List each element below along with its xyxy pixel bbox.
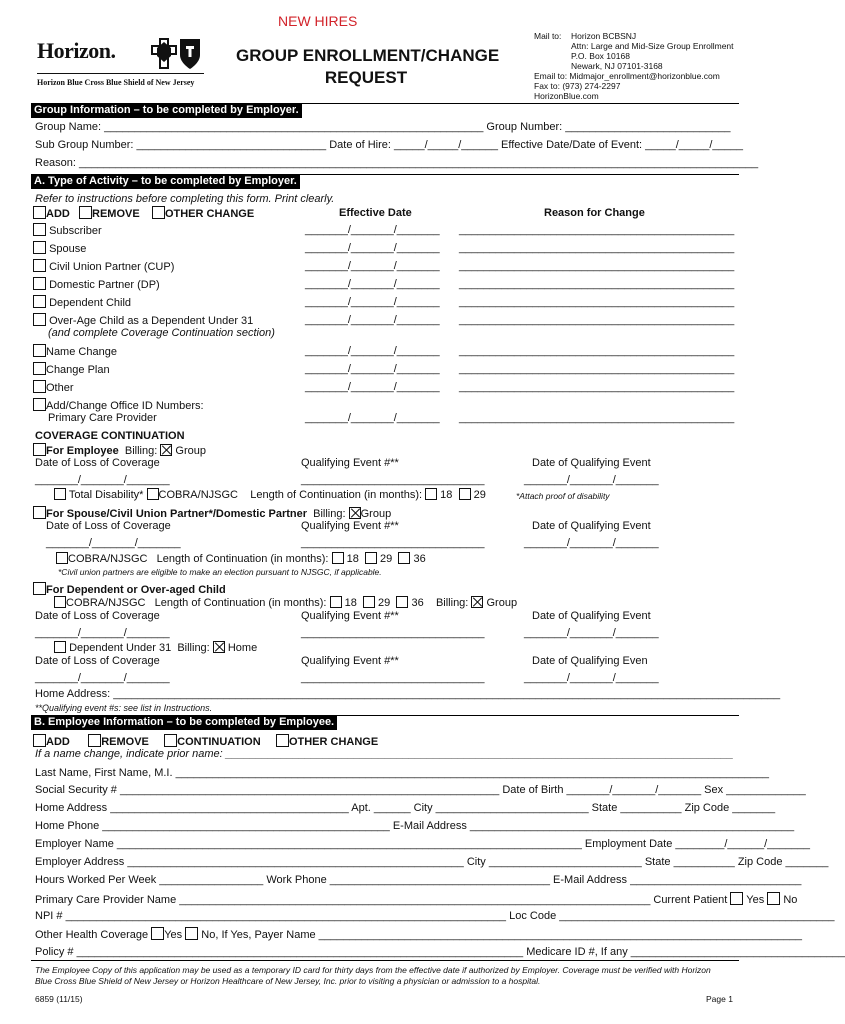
disclaimer-line2: Blue Cross Blue Shield of New Jersey or Horizon Healthcare of New Jersey, Inc. prior to visiting a physician or admission to a hospital. (35, 976, 541, 986)
current-patient-no-checkbox[interactable] (767, 892, 780, 905)
cup-checkbox[interactable] (33, 259, 46, 272)
months-36-label: 36 (411, 597, 424, 609)
date-loss-label: Date of Loss of Coverage (35, 457, 160, 469)
months-18-label: 18 (346, 553, 359, 565)
add-label: ADD (46, 208, 70, 220)
date-qualifying-label: Date of Qualifying Event (532, 457, 651, 469)
spouse-checkbox[interactable] (33, 241, 46, 254)
for-spouse-row (33, 506, 391, 520)
home-address-field[interactable]: Home Address: _____________________________________________________________________________________________________________ (35, 688, 781, 700)
reason-for-change-field[interactable]: _____________________________________________ (459, 242, 735, 254)
office-id-checkbox[interactable] (33, 398, 46, 411)
other-health-yes-checkbox[interactable] (151, 927, 164, 940)
effective-date-field[interactable]: _______/_______/_______ (305, 242, 440, 254)
length-label: Length of Continuation (in months): (154, 597, 327, 609)
qualifying-event-label: Qualifying Event #** (301, 520, 399, 532)
months-29-label: 29 (380, 553, 393, 565)
qualifying-event-field[interactable]: ______________________________ (301, 537, 485, 549)
add-checkbox[interactable] (33, 734, 46, 747)
form-number: 6859 (11/15) (35, 994, 83, 1004)
months-18-label: 18 (440, 489, 453, 501)
no-label: No (783, 894, 798, 906)
activity-label: Name Change (46, 346, 117, 358)
effective-date-field[interactable]: _______/_______/_______ (305, 278, 440, 290)
other-change-checkbox[interactable] (276, 734, 289, 747)
date-loss-label: Date of Loss of Coverage (46, 520, 171, 532)
attach-proof-note: *Attach proof of disability (516, 491, 610, 501)
activity-label: Other (46, 382, 74, 394)
form-title-line1: GROUP ENROLLMENT/CHANGE (236, 46, 500, 65)
other-health-no-checkbox[interactable] (185, 927, 198, 940)
date-qualifying-label: Date of Qualifying Event (532, 520, 651, 532)
effective-date-field[interactable]: _______/_______/_______ (305, 363, 440, 375)
cobra-checkbox[interactable] (56, 552, 68, 564)
form-title-line2: REQUEST (324, 68, 408, 87)
date-qualifying-field[interactable]: _______/_______/_______ (524, 672, 659, 684)
effective-date-field[interactable]: _______/_______/_______ (305, 412, 440, 424)
coverage-continuation-title: COVERAGE CONTINUATION (35, 430, 185, 442)
remove-checkbox[interactable] (79, 206, 92, 219)
last-name-field[interactable]: Last Name, First Name, M.I. _________________________________________________________________________________________________ (35, 767, 769, 779)
subscriber-checkbox[interactable] (33, 223, 46, 236)
policy-field[interactable]: Policy # _________________________________________________________________________ Medicare ID #, If any ___________________________________ (35, 946, 845, 958)
overage-child-checkbox[interactable] (33, 313, 46, 326)
for-dependent-label: For Dependent or Over-aged Child (46, 584, 226, 596)
cup-eligibility-note: *Civil union partners are eligible to make an election pursuant to NJSGC, if applicable. (58, 567, 382, 577)
cobra-checkbox[interactable] (147, 488, 159, 500)
activity-label: Civil Union Partner (CUP) (49, 261, 175, 273)
activity-label: Domestic Partner (DP) (49, 279, 160, 291)
activity-label: Subscriber (49, 225, 102, 237)
reason-for-change-field[interactable]: _____________________________________________ (459, 363, 735, 375)
other-health-row (35, 927, 802, 941)
for-dependent-row (33, 582, 226, 596)
section-a-instructions: Refer to instructions before completing this form. Print clearly. (35, 193, 335, 205)
months-18-checkbox[interactable] (330, 596, 342, 608)
mail-line: Attn: Large and Mid-Size Group Enrollment (571, 41, 734, 51)
mail-line: Newark, NJ 07101-3168 (571, 61, 663, 71)
website-line: HorizonBlue.com (534, 91, 599, 101)
date-loss-label: Date of Loss of Coverage (35, 610, 160, 622)
yes-label: Yes (746, 894, 765, 906)
page-number: Page 1 (706, 994, 733, 1004)
dependent-under31-label: Dependent Under 31 (69, 642, 172, 654)
home-address-field[interactable]: Home Address _______________________________________ Apt. ______ City _________________________ State __________ Zip Code _______ (35, 802, 776, 814)
activity-row-dependent-child (33, 295, 131, 309)
billing-group-label: Group (486, 597, 518, 609)
add-checkbox[interactable] (33, 206, 46, 219)
activity-label: Over-Age Child as a Dependent Under 31 (49, 315, 254, 327)
overage-note: (and complete Coverage Continuation section) (48, 327, 275, 339)
activity-row-subscriber (33, 223, 102, 237)
ssn-field[interactable]: Social Security # ______________________________________________________________ Date of Birth _______/_______/_______ Sex _____________ (35, 784, 806, 796)
other-health-label: Other Health Coverage (35, 929, 149, 941)
home-phone-field[interactable]: Home Phone _______________________________________________ E-Mail Address _____________________________________________________ (35, 820, 795, 832)
remove-label: REMOVE (101, 736, 149, 748)
reason-for-change-field[interactable]: _____________________________________________ (459, 278, 735, 290)
employer-address-field[interactable]: Employer Address _______________________________________________________ City _________________________ State __________ Zip Code _______ (35, 856, 829, 868)
payer-name-field[interactable]: No, If Yes, Payer Name _______________________________________________________________________________ (201, 929, 802, 941)
billing-home-checkbox[interactable] (213, 641, 225, 653)
other-change-label: OTHER CHANGE (164, 208, 255, 220)
length-label: Length of Continuation (in months): (250, 489, 423, 501)
effective-date-field[interactable]: _______/_______/_______ (305, 314, 440, 326)
date-qualifying-field[interactable]: _______/_______/_______ (524, 537, 659, 549)
for-employee-checkbox[interactable] (33, 443, 46, 456)
change-plan-checkbox[interactable] (33, 362, 46, 375)
cobra-checkbox[interactable] (54, 596, 66, 608)
mail-address (571, 31, 734, 71)
mail-line: P.O. Box 10168 (571, 51, 630, 61)
activity-row-change-plan (33, 362, 110, 376)
effective-date-field[interactable]: _______/_______/_______ (305, 345, 440, 357)
form-title (236, 45, 500, 89)
hours-field[interactable]: Hours Worked Per Week _________________ Work Phone ____________________________________ E-Mail Address ____________________________ (35, 874, 802, 886)
fax-line: Fax to: (973) 274-2297 (534, 81, 621, 91)
date-qualifying-label: Date of Qualifying Event (532, 610, 651, 622)
months-18-label: 18 (344, 597, 357, 609)
billing-group-checkbox[interactable] (349, 507, 361, 519)
months-29-label: 29 (473, 489, 486, 501)
months-18-checkbox[interactable] (425, 488, 437, 500)
effective-date-field[interactable]: _______/_______/_______ (305, 260, 440, 272)
employee-action-row (33, 734, 378, 748)
billing-label: Billing: (177, 642, 210, 654)
section-a-header: A. Type of Activity – to be completed by Employer. (31, 174, 300, 189)
effective-date-field[interactable]: _______/_______/_______ (305, 381, 440, 393)
months-18-checkbox[interactable] (332, 552, 344, 564)
horizon-logo-word: Horizon. (37, 38, 116, 63)
date-qualifying-field[interactable]: _______/_______/_______ (524, 474, 659, 486)
email-line: Email to: Midmajor_enrollment@horizonblue.com (534, 71, 720, 81)
other-checkbox[interactable] (33, 380, 46, 393)
add-label: ADD (46, 736, 70, 748)
months-36-checkbox[interactable] (396, 596, 408, 608)
group-info-header: Group Information – to be completed by Employer. (31, 103, 302, 118)
qualifying-event-label: Qualifying Event #** (301, 610, 399, 622)
total-disability-label: Total Disability* (68, 489, 144, 501)
dependent-continuation-row (54, 596, 517, 609)
new-hires-label: NEW HIRES (278, 13, 358, 29)
date-loss-field[interactable]: _______/_______/_______ (46, 537, 181, 549)
billing-group-label: Group (360, 508, 392, 520)
reason-field[interactable]: Reason: _______________________________________________________________________________________________________________ (35, 157, 759, 169)
continuation-label: CONTINUATION (177, 736, 261, 748)
dp-checkbox[interactable] (33, 277, 46, 290)
reason-for-change-field[interactable]: _____________________________________________ (459, 345, 735, 357)
yes-label: Yes (164, 929, 183, 941)
remove-label: REMOVE (92, 208, 140, 220)
effective-date-column-header: Effective Date (339, 207, 412, 219)
horizon-logo-subtitle: Horizon Blue Cross Blue Shield of New Jersey (37, 78, 195, 87)
effective-date-field[interactable]: _______/_______/_______ (305, 224, 440, 236)
billing-group-checkbox[interactable] (160, 444, 172, 456)
qualifying-event-note: **Qualifying event #s: see list in Instructions. (35, 703, 213, 713)
activity-row-dp (33, 277, 160, 291)
cobra-label: COBRA/NJSGC (66, 597, 146, 609)
months-29-checkbox[interactable] (363, 596, 375, 608)
reason-for-change-field[interactable]: _____________________________________________ (459, 296, 735, 308)
activity-label: Dependent Child (49, 297, 132, 309)
date-loss-field[interactable]: _______/_______/_______ (35, 627, 170, 639)
pcp-name-field[interactable]: Primary Care Provider Name _____________________________________________________________________________ Current Patient (35, 894, 728, 906)
sub-group-field[interactable]: Sub Group Number: _______________________________ Date of Hire: _____/_____/______ Effective Date/Date of Event: _____/_____/_____ (35, 139, 744, 151)
for-employee-label: For Employee (46, 445, 119, 457)
qualifying-event-field[interactable]: ______________________________ (301, 474, 485, 486)
name-change-checkbox[interactable] (33, 344, 46, 357)
billing-label: Billing: (124, 445, 158, 457)
date-loss-field[interactable]: _______/_______/_______ (35, 474, 170, 486)
npi-field[interactable]: NPI # ________________________________________________________________________ Loc Code _____________________________________________ (35, 910, 835, 922)
group-name-field[interactable]: Group Name: ______________________________________________________________ Group Number: ___________________________ (35, 121, 731, 133)
effective-date-field[interactable]: _______/_______/_______ (305, 296, 440, 308)
reason-for-change-field[interactable]: _____________________________________________ (459, 224, 735, 236)
reason-for-change-column-header: Reason for Change (544, 207, 645, 219)
logo-divider (37, 73, 204, 74)
date-loss-field[interactable]: _______/_______/_______ (35, 672, 170, 684)
current-patient-yes-checkbox[interactable] (730, 892, 743, 905)
remove-checkbox[interactable] (88, 734, 101, 747)
activity-type-row (33, 206, 254, 220)
activity-row-spouse (33, 241, 86, 255)
continuation-checkbox[interactable] (164, 734, 177, 747)
activity-label: Change Plan (46, 364, 110, 376)
qualifying-event-label: Qualifying Event #** (301, 457, 399, 469)
prior-name-field[interactable]: If a name change, indicate prior name: ___________________________________________________________________________________ (35, 748, 734, 760)
employer-name-field[interactable]: Employer Name ____________________________________________________________________________ Employment Date ________/______/_______ (35, 838, 810, 850)
months-36-label: 36 (413, 553, 426, 565)
months-29-checkbox[interactable] (365, 552, 377, 564)
disclaimer-line1: The Employee Copy of this application may be used as a temporary ID card for thirty days from the effective date if authorized by Employer. Coverage must be verified with Horizon (35, 965, 711, 975)
activity-row-overage-child (33, 313, 253, 327)
other-change-checkbox[interactable] (152, 206, 165, 219)
date-qualifying-label: Date of Qualifying Even (532, 655, 648, 667)
date-loss-label: Date of Loss of Coverage (35, 655, 160, 667)
activity-label: Spouse (49, 243, 87, 255)
dependent-under31-row (54, 641, 257, 654)
bcbs-logo-icon (148, 36, 204, 75)
dependent-child-checkbox[interactable] (33, 295, 46, 308)
months-29-checkbox[interactable] (459, 488, 471, 500)
reason-for-change-field[interactable]: _____________________________________________ (459, 314, 735, 326)
activity-row-office-id (33, 398, 204, 412)
reason-for-change-field[interactable]: _____________________________________________ (459, 412, 735, 424)
total-disability-checkbox[interactable] (54, 488, 66, 500)
cobra-label: COBRA/NJSGC (68, 553, 148, 565)
employee-continuation-row (54, 488, 486, 501)
reason-for-change-field[interactable]: _____________________________________________ (459, 260, 735, 272)
mail-line: Horizon BCBSNJ (571, 31, 637, 41)
activity-row-cup (33, 259, 174, 273)
pcp-name-row (35, 892, 798, 906)
spouse-continuation-row (56, 552, 426, 565)
billing-group-label: Group (175, 445, 206, 457)
footer-rule (31, 960, 739, 961)
section-b-header: B. Employee Information – to be completed by Employee. (31, 715, 337, 730)
reason-for-change-field[interactable]: _____________________________________________ (459, 381, 735, 393)
other-change-label: OTHER CHANGE (288, 736, 379, 748)
for-dependent-checkbox[interactable] (33, 582, 46, 595)
activity-label: Add/Change Office ID Numbers: (46, 400, 204, 412)
qualifying-event-field[interactable]: ______________________________ (301, 627, 485, 639)
length-label: Length of Continuation (in months): (156, 553, 329, 565)
billing-home-label: Home (227, 642, 258, 654)
qualifying-event-label: Qualifying Event #** (301, 655, 399, 667)
activity-row-other (33, 380, 74, 394)
for-spouse-checkbox[interactable] (33, 506, 46, 519)
for-spouse-label: For Spouse/Civil Union Partner*/Domestic Partner (46, 508, 308, 520)
date-qualifying-field[interactable]: _______/_______/_______ (524, 627, 659, 639)
for-employee-row (33, 443, 206, 457)
cobra-label: COBRA/NJSGC (158, 489, 238, 501)
qualifying-event-field[interactable]: ______________________________ (301, 672, 485, 684)
billing-label: Billing: (313, 508, 346, 520)
billing-label: Billing: (435, 597, 469, 609)
billing-group-checkbox[interactable] (471, 596, 483, 608)
pcp-label: Primary Care Provider (48, 412, 157, 424)
months-29-label: 29 (378, 597, 391, 609)
months-36-checkbox[interactable] (398, 552, 410, 564)
activity-row-name-change (33, 344, 117, 358)
dependent-under31-checkbox[interactable] (54, 641, 66, 653)
mail-to-label: Mail to: (534, 31, 562, 41)
